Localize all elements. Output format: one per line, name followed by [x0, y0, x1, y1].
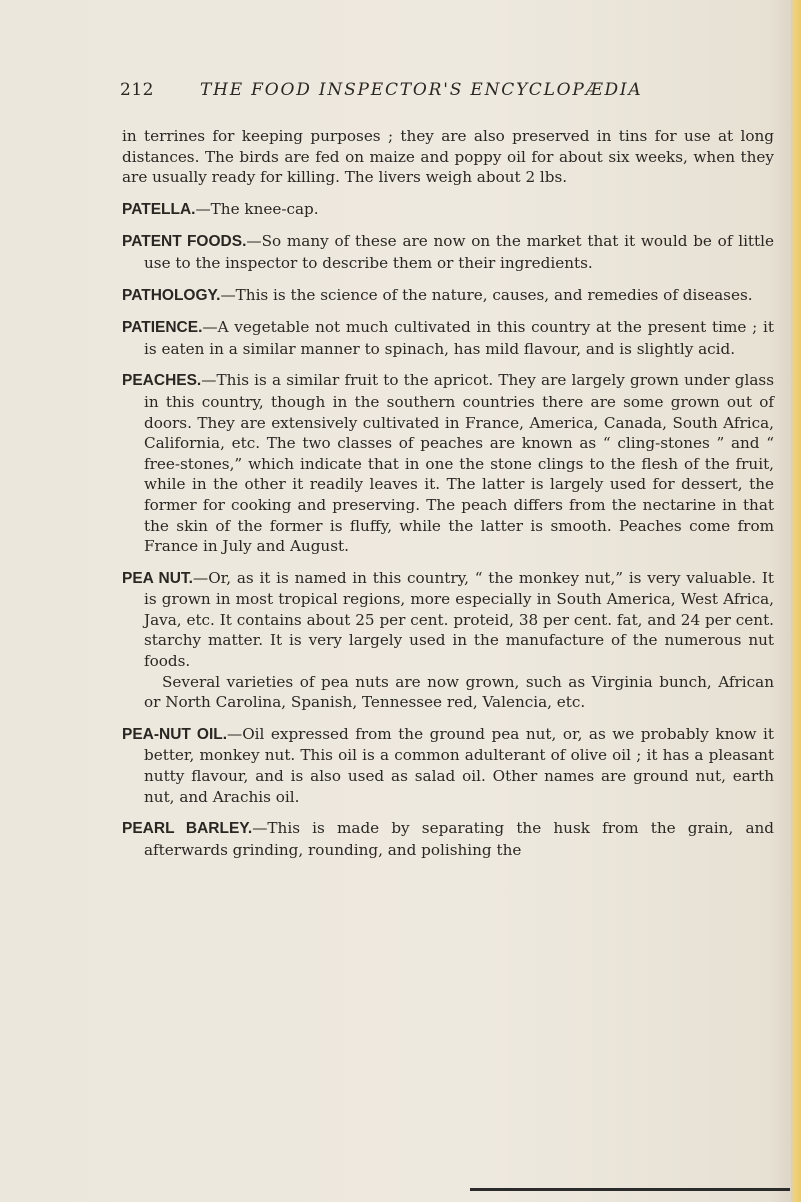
entry-patent-foods: [122, 231, 774, 273]
entry-pearl-barley: [122, 818, 774, 860]
entry-term: PATHOLOGY.: [122, 286, 221, 304]
entry-term: PATIENCE.: [122, 319, 203, 337]
entry-term: PATENT FOODS.: [122, 233, 247, 251]
entry-text-continued: Several varieties of pea nuts are now grown, such as Virginia bunch, African or North Carolina, Spanish, Tennessee red, Valencia, etc.: [144, 672, 774, 712]
entry-pea-nut-oil: [122, 724, 774, 807]
continuation-paragraph: in terrines for keeping purposes ; they are also preserved in tins for use at long distances. The birds are fed on maize and poppy oil for about six weeks, when they are usually ready for killing. The livers weigh about 2 lbs.: [122, 127, 774, 187]
entry-patience: [122, 317, 774, 359]
entry-patella: [122, 199, 774, 221]
page-header: [120, 80, 760, 104]
entry-pathology: [122, 285, 774, 307]
body-text: [122, 126, 774, 871]
entry-text: —Oil expressed from the ground pea nut, or, as we probably know it better, monkey nut. This oil is a common adulterant of olive oil ; it has a pleasant nutty flavour, and is also used as salad oil. Other names are ground nut, earth nut, and Arachis oil.: [144, 724, 774, 806]
entry-text: —This is made by separating the husk from the grain, and afterwards grinding, rounding, and polishing the: [144, 819, 775, 859]
entry-text: —The knee-cap.: [195, 199, 319, 218]
page-edge: [791, 0, 801, 1202]
entry-peaches: [122, 370, 774, 556]
entry-pea-nut: [122, 568, 774, 713]
entry-text: —This is a similar fruit to the apricot. They are largely grown under glass in this country, though in the southern countries there are some grown out of doors. They are extensively cultivated in France, America, Canada, South Africa, California, etc. The two classes of peaches are known as “ cling-stones ” and “ free-stones,” which indicate that in one the stone clings to the flesh of the fruit, while in the other it readily leaves it. The latter is largely used for dessert, the former for cooking and preserving. The peach differs from the nectarine in that the skin of the former is fluffy, while the latter is smooth. Peaches come from France in July and August.: [144, 371, 774, 556]
entry-term: PATELLA.: [122, 200, 196, 218]
bottom-rule: [470, 1188, 790, 1191]
entry-text: —A vegetable not much cultivated in this country at the present time ; it is eaten in a similar manner to spinach, has mild flavour, and is slightly acid.: [144, 318, 774, 358]
entry-text: —Or, as it is named in this country, “ the monkey nut,” is very valuable. It is grown in most tropical regions, more especially in South America, West Africa, Java, etc. It contains about 25 per cent. proteid, 38 per cent. fat, and 24 per cent. starchy matter. It is very largely used in the manufacture of the numerous nut foods.: [144, 568, 775, 671]
entry-text: —This is the science of the nature, causes, and remedies of diseases.: [220, 285, 753, 304]
entry-term: PEA NUT.: [122, 569, 193, 587]
running-title: THE FOOD INSPECTOR'S ENCYCLOPÆDIA: [200, 80, 643, 100]
entry-term: PEARL BARLEY.: [122, 820, 253, 838]
entry-text: —So many of these are now on the market that it would be of little use to the inspector to describe them or their ingredients.: [144, 232, 774, 272]
entry-term: PEACHES.: [122, 372, 202, 390]
entry-term: PEA-NUT OIL.: [122, 725, 228, 743]
page-number: 212: [120, 80, 154, 100]
